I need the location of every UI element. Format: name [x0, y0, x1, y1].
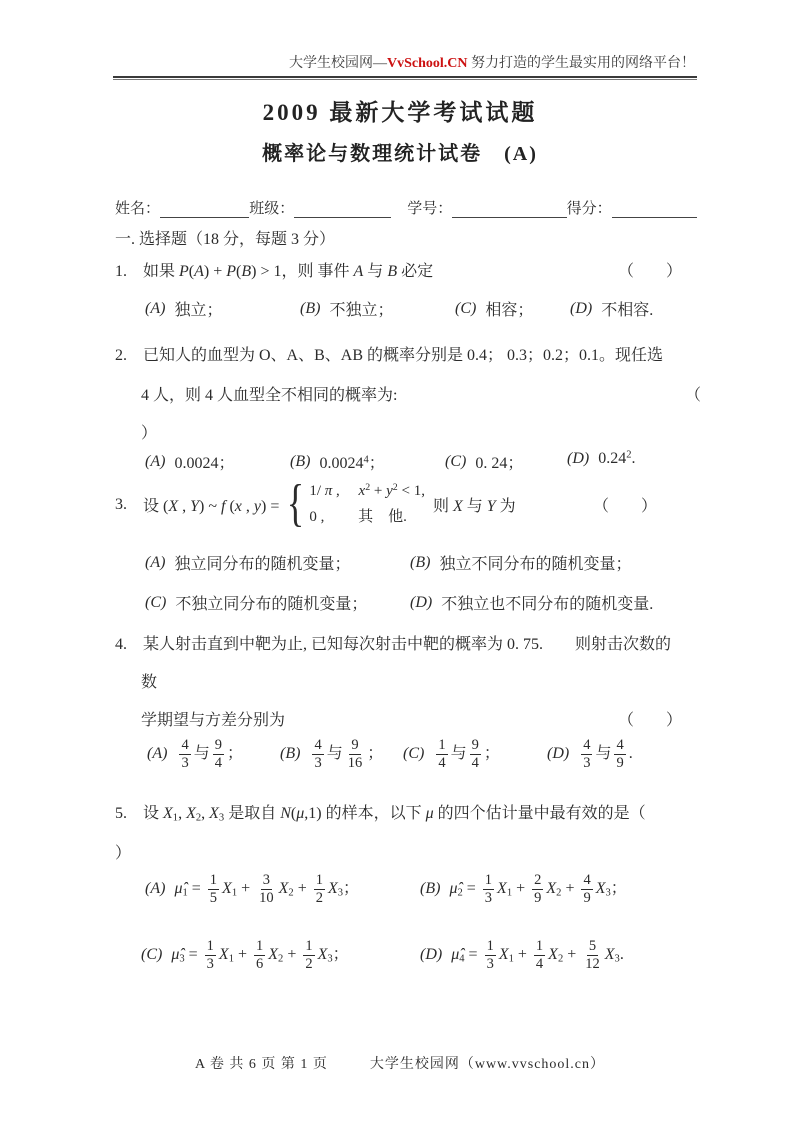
header-slogan: 努力打造的学生最实用的网络平台！: [467, 56, 695, 71]
q2-option-c: (C) 0. 24；: [445, 452, 524, 472]
question-1-number: 1.: [115, 263, 127, 280]
question-2-bracket-close: ）: [141, 425, 158, 442]
q5-option-a: (A) μ̂1 = $\frac{1}{5}$ X1 + $\frac{3}{10}$ X2 + $\frac{1}{2}$ X3；: [145, 872, 360, 906]
question-2-bracket-open: （: [685, 387, 710, 404]
q1-option-d: (D) 不相容.: [570, 299, 654, 319]
question-3-answer-bracket: （ ）: [593, 498, 666, 515]
exam-subtitle: 概率论与数理统计试卷 (A): [262, 143, 538, 165]
q3-option-b: (B) 独立不同分布的随机变量；: [410, 553, 632, 573]
case-row-1: 1/ π , $x^2 + y^2 < 1$,: [309, 482, 425, 499]
q5-option-d: (D) μ̂4 = $\frac{1}{3}$ X1 + $\frac{1}{4}$ X2 + $\frac{5}{12}$ X3.: [420, 938, 624, 972]
q1-option-a: (A) 独立；: [145, 299, 223, 319]
q2-option-b: (B) 0.0024$^4$；: [290, 452, 385, 472]
q1-option-b: (B) 不独立；: [300, 299, 394, 319]
q3-option-c: (C) 不独立同分布的随机变量；: [145, 593, 368, 613]
q5-option-c: (C) μ̂3 = $\frac{1}{3}$ X1 + $\frac{1}{6}$ X2 + $\frac{1}{2}$ X3；: [141, 938, 349, 972]
name-blank: [160, 202, 249, 218]
q2-option-a: (A) 0.0024；: [145, 452, 235, 472]
question-4-text-line1: 某人射击直到中靶为止, 已知每次射击中靶的概率为 0. 75. 则射击次数的: [143, 636, 672, 653]
q4-option-b: (B) $\frac{4}{3}$ 与 $\frac{9}{16}$ ；: [280, 737, 384, 771]
question-3: [115, 475, 697, 533]
q2-option-d: (D) 0.24$^2$.: [567, 449, 636, 467]
q4-option-d: (D) $\frac{4}{3}$ 与 $\frac{4}{9}$ .: [547, 737, 633, 771]
question-3-number: 3.: [115, 495, 127, 513]
cases-brace: {: [287, 475, 305, 533]
question-5-number: 5.: [115, 805, 127, 822]
student-info-bar: [115, 197, 697, 218]
question-2-text-line2: 4 人，则 4 人血型全不相同的概率为: （: [115, 382, 723, 405]
section-heading: 一. 选择题（18 分，每题 3 分）: [115, 231, 336, 248]
question-4-answer-bracket: （ ）: [618, 712, 691, 729]
question-5: [115, 800, 697, 823]
class-blank: [294, 202, 391, 218]
question-1-options: [115, 297, 697, 321]
footer-page-info: A 卷 共 6 页 第 1 页: [194, 1057, 328, 1072]
question-2-options: [115, 450, 697, 474]
name-label: 姓名：: [115, 201, 161, 217]
q1-option-c: (C) 相容；: [455, 299, 534, 319]
student-id-label: 学号：: [407, 201, 453, 217]
header-site-brand: VvSchool.CN: [386, 56, 468, 71]
question-1-answer-bracket: （ ）: [618, 263, 691, 280]
question-4-options: [115, 737, 697, 785]
footer-site-link: 大学生校园网（www.vvschool.cn）: [369, 1057, 606, 1072]
question-4-text-line3: 学期望与方差分别为 （ ）: [115, 707, 723, 730]
score-label: 得分：: [566, 201, 612, 217]
exam-title: 2009 最新大学考试试题: [262, 100, 538, 125]
header-site-prefix: 大学生校园网—: [288, 56, 387, 71]
question-3-formula-lhs: 设 (X , Y) ~ f (x , y) =: [143, 498, 280, 515]
question-2-number: 2.: [115, 347, 127, 364]
header-banner: [289, 52, 695, 72]
question-3-text-post: 则 X 与 Y 为: [432, 498, 516, 515]
question-4: [115, 631, 697, 654]
q4-option-c: (C) $\frac{1}{4}$ 与 $\frac{9}{4}$ ；: [403, 737, 500, 771]
class-label: 班级：: [249, 201, 295, 217]
question-5-text-line1: 设 X1, X2, X3 是取自 N(μ,1) 的样本，以下 μ 的四个估计量中最有效的是（: [143, 805, 646, 824]
question-3-options-row1: [115, 551, 697, 575]
question-4-number: 4.: [115, 636, 127, 653]
question-1: [115, 258, 697, 281]
case-row-2: 0 , 其 他.: [309, 508, 407, 525]
question-4-text-line2: 数: [141, 674, 158, 691]
student-id-blank: [452, 202, 566, 218]
score-blank: [612, 202, 697, 218]
question-2-text-line1: 已知人的血型为 O、A、B、AB 的概率分别是 0.4； 0.3；0.2；0.1。现任选: [143, 347, 664, 364]
q5-option-b: (B) μ̂2 = $\frac{1}{3}$ X1 + $\frac{2}{9}$ X2 + $\frac{4}{9}$ X3；: [420, 872, 627, 906]
question-5-bracket-close: ）: [115, 845, 132, 862]
header-rule: [113, 76, 697, 80]
q3-option-a: (A) 独立同分布的随机变量；: [145, 553, 351, 573]
q3-option-d: (D) 不独立也不同分布的随机变量.: [410, 593, 654, 613]
question-5-options-row1: [115, 872, 697, 920]
question-3-options-row2: [115, 591, 697, 615]
question-5-options-row2: [115, 938, 697, 986]
question-3-cases: [309, 479, 425, 530]
page-footer: [0, 1053, 800, 1073]
q4-option-a: (A) $\frac{4}{3}$ 与 $\frac{9}{4}$ ；: [147, 737, 243, 771]
question-1-text: 如果 P(A) + P(B) > 1，则 事件 A 与 B 必定: [143, 263, 434, 280]
question-2: [115, 342, 697, 365]
